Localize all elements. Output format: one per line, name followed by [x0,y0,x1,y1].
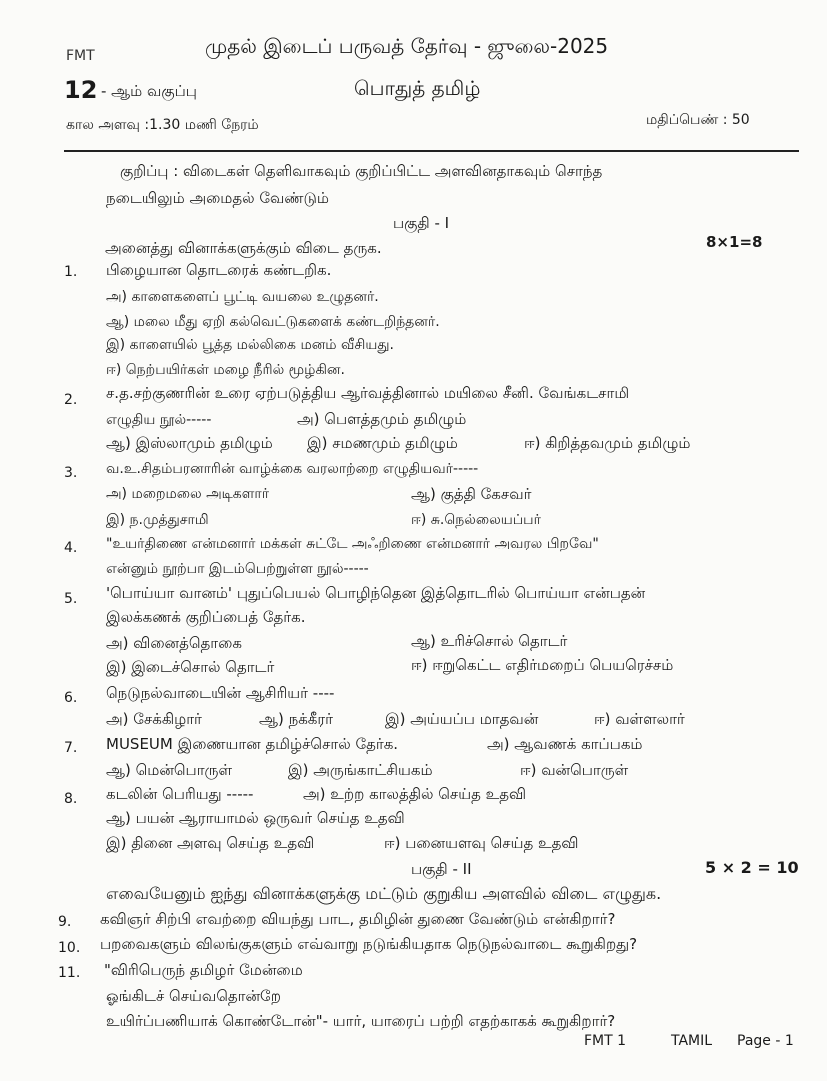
footer-subject: TAMIL [671,1033,713,1049]
q3-option-c: இ) ந.முத்துசாமி [106,512,209,528]
part1-instruction: அனைத்து வினாக்களுக்கும் விடை தருக. [105,239,382,257]
q4-question-line-2: என்னும் நூற்பா இடம்பெற்றுள்ள நூல்----- [106,561,369,577]
q11-line-3: உயிர்ப்பணியாக் கொண்டோன்"- யார், யாரைப் பற்றி எதற்காகக் கூறுகிறார்? [106,1012,616,1030]
q10-question: பறவைகளும் விலங்குகளும் எவ்வாறு நடுங்கியதாக நெடுநல்வாடை கூறுகிறது? [100,935,638,953]
q3-question: வ.உ.சிதம்பரனாரின் வாழ்க்கை வரலாற்றை எழுதியவர்----- [106,461,479,477]
q2-option-b: ஆ) இஸ்லாமும் தமிழும் [106,434,273,452]
header-code: FMT [66,48,95,64]
q5-option-a: அ) வினைத்தொகை [106,634,242,652]
q2-question-line-1: ச.த.சற்குணரின் உரை ஏற்படுத்திய ஆர்வத்தினால் மயிலை சீனி. வேங்கடசாமி [106,384,630,402]
q8-option-a: அ) உற்ற காலத்தில் செய்த உதவி [303,785,527,803]
q2-option-c: இ) சமணமும் தமிழும் [307,434,458,452]
q2-option-d: ஈ) கிறித்தவமும் தமிழும் [524,434,691,452]
q7-option-c: இ) அருங்காட்சியகம் [288,761,433,779]
max-marks: மதிப்பெண் : 50 [646,112,750,128]
q8-question: கடலின் பெரியது ----- [106,785,254,803]
part1-marks: 8×1=8 [706,233,763,251]
q11-line-1: "விரிபெருந் தமிழர் மேன்மை [104,961,303,979]
q7-question: MUSEUM இணையான தமிழ்ச்சொல் தேர்க. [106,735,399,753]
q8-option-d: ஈ) பனையளவு செய்த உதவி [384,834,579,852]
q4-question-line-1: "உயர்திணை என்மனார் மக்கள் சுட்டே அஃறிணை என்மனார் அவரல பிறவே" [106,536,599,552]
q3-option-d: ஈ) சு.நெல்லையப்பர் [411,512,541,528]
footer-page: Page - 1 [737,1033,794,1049]
q10-number: 10. [58,940,81,956]
q7-option-a: அ) ஆவணக் காப்பகம் [487,735,643,753]
q1-option-a: அ) காளைகளைப் பூட்டி வயலை உழுதனர். [106,289,379,305]
q1-option-c: இ) காளையில் பூத்த மல்லிகை மனம் வீசியது. [106,337,394,353]
note-line-1: குறிப்பு : விடைகள் தெளிவாகவும் குறிப்பிட்ட அளவினதாகவும் சொந்த [120,162,603,180]
q1-option-b: ஆ) மலை மீது ஏறி கல்வெட்டுகளைக் கண்டறிந்தனர். [106,314,440,330]
q2-number: 2. [64,392,78,408]
q4-number: 4. [64,540,78,556]
q5-option-b: ஆ) உரிச்சொல் தொடர் [411,632,568,650]
q1-question: பிழையான தொடரைக் கண்டறிக. [106,261,332,279]
q11-line-2: ஓங்கிடச் செய்வதொன்றே [106,987,281,1005]
q1-option-d: ஈ) நெற்பயிர்கள் மழை நீரில் மூழ்கின. [106,362,345,378]
header-divider [64,150,799,152]
exam-title: முதல் இடைப் பருவத் தேர்வு - ஜுலை-2025 [205,34,609,58]
q6-option-b: ஆ) நக்கீரர் [259,710,333,728]
q7-number: 7. [64,740,78,756]
class-label: - ஆம் வகுப்பு [101,82,197,100]
q5-number: 5. [64,591,78,607]
q8-number: 8. [64,791,78,807]
q6-option-c: இ) அய்யப்ப மாதவன் [385,710,539,728]
q3-option-a: அ) மறைமலை அடிகளார் [106,486,270,502]
q11-number: 11. [58,965,81,981]
q5-option-c: இ) இடைச்சொல் தொடர் [106,658,275,676]
q7-option-d: ஈ) வன்பொருள் [520,761,629,779]
q6-option-a: அ) சேக்கிழார் [106,710,202,728]
q6-question: நெடுநல்வாடையின் ஆசிரியர் ---- [106,684,335,702]
note-line-2: நடையிலும் அமைதல் வேண்டும் [106,189,329,207]
part2-marks: 5 × 2 = 10 [705,858,799,877]
subject-title: பொதுத் தமிழ் [354,76,481,100]
duration: கால அளவு :1.30 மணி நேரம் [66,117,259,133]
q2-option-a: அ) பௌத்தமும் தமிழும் [297,410,467,428]
part1-title: பகுதி - I [393,214,450,232]
q3-number: 3. [64,465,78,481]
footer-code: FMT 1 [584,1033,627,1049]
q5-question-line-2: இலக்கணக் குறிப்பைத் தேர்க. [106,608,306,626]
q8-option-c: இ) தினை அளவு செய்த உதவி [106,834,315,852]
q5-option-d: ஈ) ஈறுகெட்ட எதிர்மறைப் பெயரெச்சம் [411,656,674,674]
q3-option-b: ஆ) குத்தி கேசவர் [411,485,532,503]
class-number: 12 [64,76,98,104]
part2-title: பகுதி - II [411,860,472,878]
q9-number: 9. [58,914,72,930]
q5-question-line-1: 'பொய்யா வானம்' புதுப்பெயல் பொழிந்தென இத்தொடரில் பொய்யா என்பதன் [106,584,646,602]
part2-instruction: எவையேனும் ஐந்து வினாக்களுக்கு மட்டும் குறுகிய அளவில் விடை எழுதுக. [106,884,662,903]
q9-question: கவிஞர் சிற்பி எவற்றை வியந்து பாட, தமிழின் துணை வேண்டும் என்கிறார்? [100,910,616,928]
q2-question-line-2: எழுதிய நூல்----- [106,412,212,428]
q6-option-d: ஈ) வள்ளலார் [594,710,685,728]
q7-option-b: ஆ) மென்பொருள் [106,761,232,779]
q6-number: 6. [64,690,78,706]
q8-option-b: ஆ) பயன் ஆராயாமல் ஒருவர் செய்த உதவி [106,809,405,827]
q1-number: 1. [64,264,78,280]
